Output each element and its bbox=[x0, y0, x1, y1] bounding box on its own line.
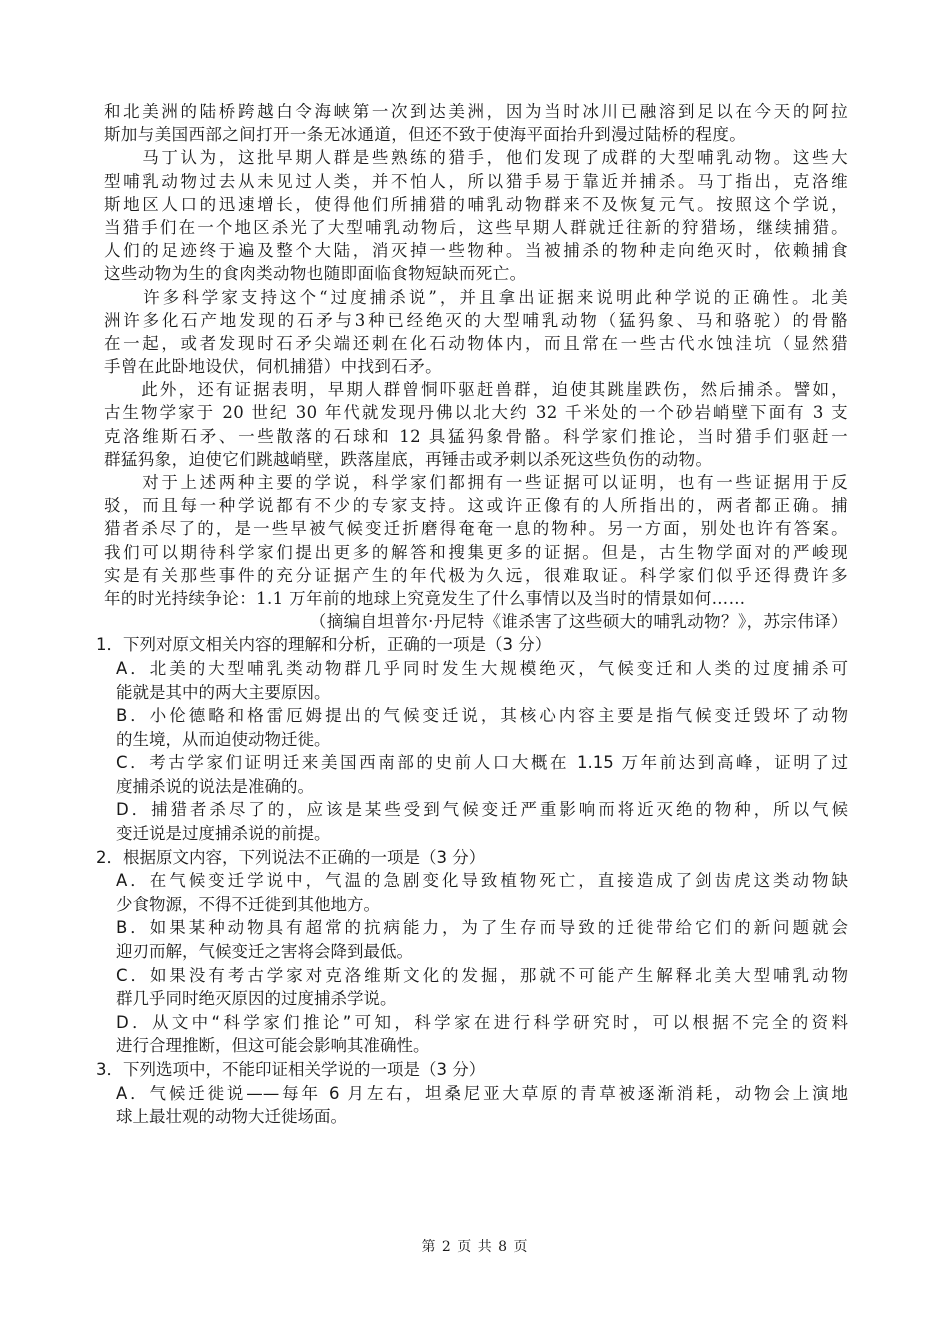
answer-option bbox=[104, 798, 848, 845]
option-line: B．如果某种动物具有超常的抗病能力，为了生存而导致的迁徙带给它们的新问题就会 bbox=[116, 918, 848, 938]
passage-line: 马丁认为，这批早期人群是些熟练的猎手，他们发现了成群的大型哺乳动物。这些大 bbox=[104, 148, 848, 168]
option-line: 进行合理推断，但这可能会影响其准确性。 bbox=[116, 1036, 430, 1056]
document-page bbox=[96, 100, 848, 1129]
passage-line: 在一起，或者发现时石矛尖端还刺在化石动物体内，而且常在一些古代水蚀洼坑（显然猎 bbox=[104, 333, 848, 353]
passage-line: 年的时光持续争论：1.1 万年前的地球上究竟发生了什么事情以及当时的情景如何…… bbox=[104, 588, 746, 608]
answer-option bbox=[104, 869, 848, 916]
passage-line: 此外，还有证据表明，早期人群曾恫吓驱赶兽群，迫使其跳崖跌伤，然后捕杀。譬如， bbox=[104, 380, 848, 400]
passage-line: 型哺乳动物过去从未见过人类，并不怕人，所以猎手易于靠近并捕杀。马丁指出，克洛维 bbox=[104, 171, 848, 191]
option-line: 球上最壮观的动物大迁徙场面。 bbox=[116, 1107, 347, 1127]
question-stem: 1．下列对原文相关内容的理解和分析，正确的一项是（3 分） bbox=[96, 635, 552, 655]
passage-line: 这些动物为生的食肉类动物也随即面临食物短缺而死亡。 bbox=[104, 264, 527, 284]
passage-line: 我们可以期待科学家们提出更多的解答和搜集更多的证据。但是，古生物学面对的严峻现 bbox=[104, 542, 848, 562]
passage-line: 驳，而且每一种学说都有不少的专家支持。这或许正像有的人所指出的，两者都正确。捕 bbox=[104, 496, 848, 516]
passage-line: 斯加与美国西部之间打开一条无冰通道，但还不致于使海平面抬升到漫过陆桥的程度。 bbox=[104, 125, 747, 145]
option-line: 度捕杀说的说法是准确的。 bbox=[116, 776, 314, 796]
answer-option bbox=[104, 751, 848, 798]
option-line: 群几乎同时绝灭原因的过度捕杀学说。 bbox=[116, 989, 397, 1009]
answer-option bbox=[104, 704, 848, 751]
option-line: 少食物源，不得不迁徙到其他地方。 bbox=[116, 894, 380, 914]
question-section bbox=[96, 633, 848, 1128]
passage-line: 古生物学家于 20 世纪 30 年代就发现丹佛以北大约 32 千米处的一个砂岩峭壁下面有 3 支 bbox=[104, 403, 848, 423]
answer-option bbox=[104, 1011, 848, 1058]
option-line: 迎刃而解，气候变迁之害将会降到最低。 bbox=[116, 942, 413, 962]
question-3 bbox=[96, 1058, 848, 1129]
option-line: A．气候迁徙说——每年 6 月左右，坦桑尼亚大草原的青草被逐渐消耗，动物会上演地 bbox=[116, 1083, 848, 1103]
passage-line: 实是有关那些事件的充分证据产生的年代极为久远，很难取证。科学家们似乎还得费许多 bbox=[104, 565, 848, 585]
question-2 bbox=[96, 846, 848, 1058]
passage-line: 当猎手们在一个地区杀光了大型哺乳动物后，这些早期人群就迁往新的狩猎场，继续捕猎。 bbox=[104, 217, 848, 237]
passage-line: 手曾在此卧地设伏，伺机捕猎）中找到石矛。 bbox=[104, 357, 442, 377]
source-citation: （摘编自坦普尔·丹尼特《谁杀害了这些硕大的哺乳动物？》，苏宗伟译） bbox=[309, 612, 848, 632]
answer-option bbox=[104, 1082, 848, 1129]
question-1 bbox=[96, 633, 848, 845]
passage-line: 群猛犸象，迫使它们跳越峭壁，跌落崖底，再锤击或矛刺以杀死这些负伤的动物。 bbox=[104, 449, 713, 469]
option-line: 变迁说是过度捕杀说的前提。 bbox=[116, 824, 331, 844]
option-line: A．北美的大型哺乳类动物群几乎同时发生大规模绝灭，气候变迁和人类的过度捕杀可 bbox=[116, 658, 848, 678]
passage-line: 猎者杀尽了的，是一些早被气候变迁折磨得奄奄一息的物种。另一方面，别处也许有答案。 bbox=[104, 519, 848, 539]
option-line: C．如果没有考古学家对克洛维斯文化的发掘，那就不可能产生解释北美大型哺乳动物 bbox=[116, 965, 848, 985]
answer-option bbox=[104, 916, 848, 963]
article-passage bbox=[104, 100, 848, 610]
page-footer: 第 2 页 共 8 页 bbox=[421, 1239, 529, 1255]
passage-line: 人们的足迹终于遍及整个大陆，消灭掉一些物种。当被捕杀的物种走向绝灭时，依赖捕食 bbox=[104, 241, 848, 261]
passage-line: 洲许多化石产地发现的石矛与3种已经绝灭的大型哺乳动物（猛犸象、马和骆驼）的骨骼 bbox=[104, 310, 848, 330]
option-line: D．从文中“科学家们推论”可知，科学家在进行科学研究时，可以根据不完全的资料 bbox=[116, 1012, 848, 1032]
option-line: C．考古学家们证明迁来美国西南部的史前人口大概在 1.15 万年前达到高峰，证明了过 bbox=[116, 753, 848, 773]
passage-line: 对于上述两种主要的学说，科学家们都拥有一些证据可以证明，也有一些证据用于反 bbox=[104, 473, 848, 492]
answer-option bbox=[104, 657, 848, 704]
passage-line: 和北美洲的陆桥跨越白令海峡第一次到达美洲，因为当时冰川已融溶到足以在今天的阿拉 bbox=[104, 102, 848, 121]
passage-line: 斯地区人口的迅速增长，使得他们所捕猎的哺乳动物群来不及恢复元气。按照这个学说， bbox=[104, 194, 848, 214]
passage-line: 许多科学家支持这个“过度捕杀说”，并且拿出证据来说明此种学说的正确性。北美 bbox=[104, 287, 848, 307]
answer-option bbox=[104, 964, 848, 1011]
option-line: A．在气候变迁学说中，气温的急剧变化导致植物死亡，直接造成了剑齿虎这类动物缺 bbox=[116, 871, 848, 891]
option-line: B．小伦德略和格雷厄姆提出的气候变迁说，其核心内容主要是指气候变迁毁坏了动物 bbox=[116, 706, 848, 726]
passage-line: 克洛维斯石矛、一些散落的石球和 12 具猛犸象骨骼。科学家们推论，当时猎手们驱赶一 bbox=[104, 426, 848, 446]
question-stem: 3．下列选项中，不能印证相关学说的一项是（3 分） bbox=[96, 1060, 486, 1079]
option-line: D．捕猎者杀尽了的，应该是某些受到气候变迁严重影响而将近灭绝的物种，所以气候 bbox=[116, 800, 848, 820]
option-line: 能就是其中的两大主要原因。 bbox=[116, 682, 331, 702]
option-line: 的生境，从而迫使动物迁徙。 bbox=[116, 729, 331, 749]
question-stem: 2．根据原文内容，下列说法不正确的一项是（3 分） bbox=[96, 847, 486, 867]
